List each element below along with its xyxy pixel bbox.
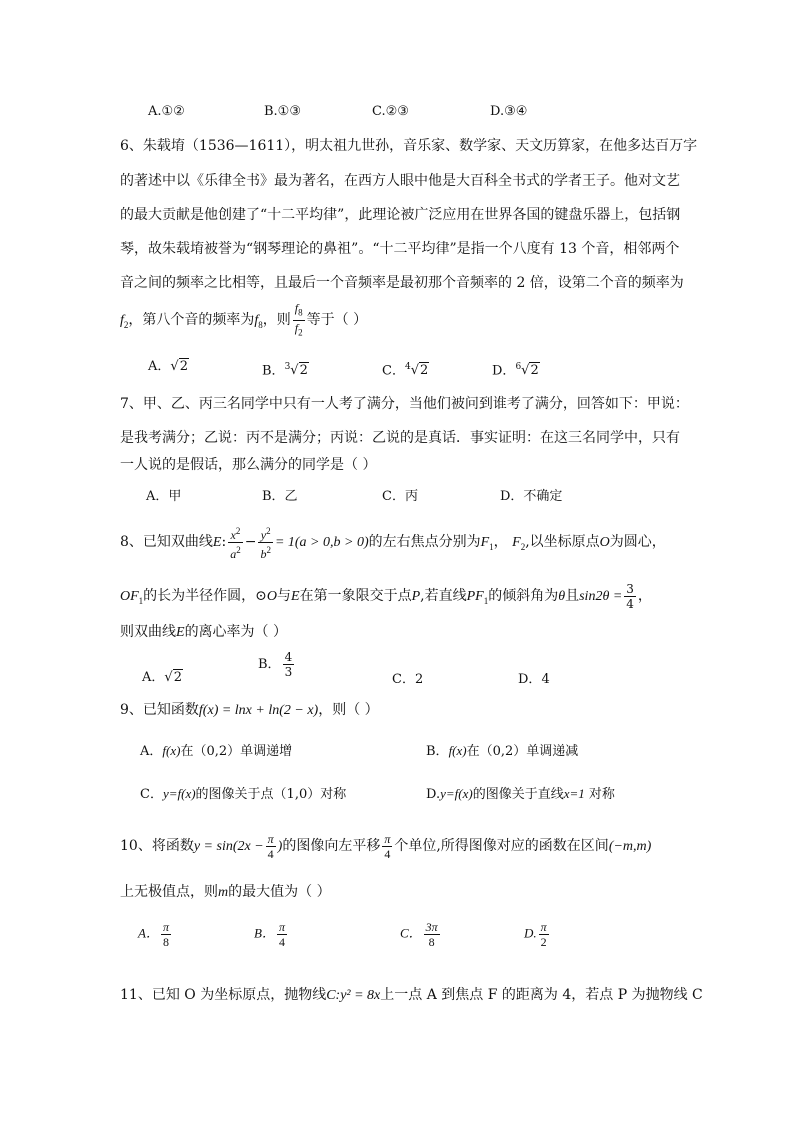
q7-line-1: 7、甲、乙、丙三名同学中只有一人考了满分，当他们被问到谁考了满分，回答如下：甲说： [120,396,689,412]
q10-line-1: 10、将函数y = sin(2x − $\frac{\pi}{4}$ )的图像向左平移 $\frac{\pi}{4}$ 个单位,所得图像对应的函数在区间(−m,m) [120,831,652,861]
q7-option-a: A．甲 [146,489,182,504]
q6-line-2: 的著述中以《乐律全书》最为著名，在西方人眼中他是大百科全书式的学者王子。他对文艺 [120,173,680,189]
q8-option-c: C．2 [392,672,424,687]
q5-option-b: B.①③ [264,104,301,119]
q10-line-2: 上无极值点，则m的最大值为（ ） [120,884,331,900]
q6-line-3: 的最大贡献是他创建了“十二平均律”，此理论被广泛应用在世界各国的键盘乐器上，包括钢 [120,207,681,223]
q9-line-1: 9、已知函数f(x) = lnx + ln(2 − x)，则（ ） [120,702,379,718]
q9-option-b: B．f(x)在（0,2）单调递减 [426,743,579,759]
q10-option-a: A． $\frac{\pi}{8}$ [138,920,169,949]
q5-option-d: D.③④ [490,104,528,119]
q6-option-d: D．$^6$√2 [492,362,539,379]
q8-option-a: A．√2 [142,670,182,685]
q5-option-c: C.②③ [372,104,409,119]
q6-option-b: B．$^3$√2 [262,362,308,379]
q9-option-c: C．y=f(x)的图像关于点（1,0）对称 [140,786,347,802]
q6-line-6: $f_2$，第八个音的频率为$f_8$，则 $\frac{f_8}{f_2}$ 等于（ ） [120,301,368,337]
q6-line-5: 音之间的频率之比相等，且最后一个音频率是最初那个音频率的 2 倍，设第二个音的频率为 [120,275,684,291]
q7-line-2: 是我考满分；乙说：丙不是满分；丙说：乙说的是真话．事实证明：在这三名同学中，只有 [120,430,680,446]
q6-option-c: C．$^4$√2 [382,362,429,379]
q8-line-2: $OF_1$的长为半径作圆，⊙O与E在第一象限交于点P,若直线$PF_1$的倾斜角为θ且sin2θ = $\frac{3}{4}$ ， [120,581,652,611]
q8-line-3: 则双曲线E的离心率为（ ） [120,624,288,640]
q9-option-a: A．f(x)在（0,2）单调递增 [140,743,293,759]
q11-line-1: 11、已知 O 为坐标原点，抛物线C:y² = 8x上一点 A 到焦点 F 的距离为 4，若点 P 为抛物线 C [120,987,703,1003]
q6-option-a: A．√2 [148,359,188,374]
q10-option-c: C． $\frac{3\pi}{8}$ [400,920,438,949]
q10-option-d: D. $\frac{\pi}{2}$ [524,920,547,949]
q10-option-b: B． $\frac{\pi}{4}$ [254,920,285,949]
q8-line-1: 8、已知双曲线E: $\frac{x^2}{a^2}$ − $\frac{y^2}{b^2}$ = 1(a > 0,b > 0)的左右焦点分别为$F_1$， $F_2$,以坐标原点O为圆心， [120,525,666,561]
q7-option-b: B．乙 [262,489,298,504]
q8-option-b: B． $\frac{4}{3}$ [258,650,293,679]
q9-option-d: D.y=f(x)的图像关于直线x=1 对称 [426,786,615,802]
q8-option-d: D．4 [518,672,550,687]
q6-line-1: 6、朱载堉（1536—1611），明太祖九世孙，音乐家、数学家、天文历算家，在他多达百万字 [120,138,698,154]
q5-option-a: A.①② [148,104,185,119]
q7-option-c: C．丙 [382,489,418,504]
q6-fraction: $\frac{f_8}{f_2}$ [294,301,303,337]
q6-line-4: 琴，故朱载堉被誉为“钢琴理论的鼻祖”。“十二平均律”是指一个八度有 13 个音，相邻两个 [120,241,680,257]
q7-option-d: D．不确定 [500,489,563,504]
q7-line-3: 一人说的是假话，那么满分的同学是（ ） [120,457,377,473]
